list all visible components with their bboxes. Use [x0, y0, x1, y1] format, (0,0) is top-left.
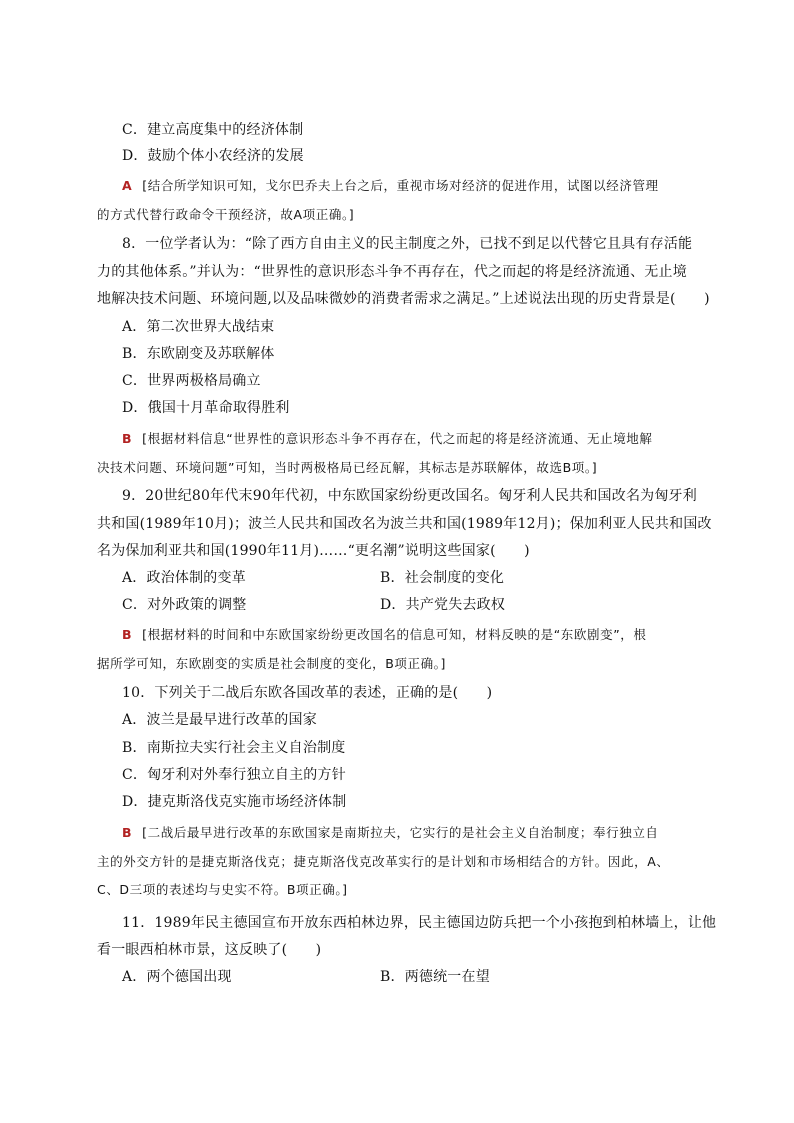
q9-option-c: C．对外政策的调整 [122, 597, 247, 613]
q8-option-a: A．第二次世界大战结束 [122, 319, 275, 335]
q11-options-row-1 [122, 967, 722, 987]
q8-stem-line-2: 力的其他体系。”并认为：“世界性的意识形态斗争不再存在，代之而起的将是经济流通、无止境 [97, 264, 687, 280]
q8-option-b: B．东欧剧变及苏联解体 [122, 346, 275, 362]
q10-option-d: D．捷克斯洛伐克实施市场经济体制 [122, 794, 347, 810]
q8-stem-line-1: 8．一位学者认为：“除了西方自由主义的民主制度之外，已找不到足以代替它且具有存活能 [122, 236, 693, 252]
q8-answer-key: B [122, 431, 133, 446]
q9-answer-key: B [122, 627, 133, 642]
q9-analysis-text-1: [根据材料的时间和中东欧国家纷纷更改国名的信息可知，材料反映的是“东欧剧变”，根 [142, 627, 647, 642]
q9-options-row-1 [122, 568, 722, 588]
q9-option-a: A．政治体制的变革 [122, 570, 246, 586]
q10-stem-line-1: 10．下列关于二战后东欧各国改革的表述，正确的是( ) [122, 685, 493, 701]
q11-option-b: B．两德统一在望 [380, 969, 490, 985]
q11-stem-line-2: 看一眼西柏林市景，这反映了( ) [97, 942, 322, 958]
q9-analysis-line-1 [122, 625, 722, 645]
q9-stem-line-1: 9．20世纪80年代末90年代初，中东欧国家纷纷更改国名。匈牙利人民共和国改名为匈牙利 [122, 488, 697, 504]
q11-stem-line-1: 11．1989年民主德国宣布开放东西柏林边界，民主德国边防兵把一个小孩抱到柏林墙上，让他 [122, 915, 717, 931]
q9-stem-line-2: 共和国(1989年10月)；波兰人民共和国改名为波兰共和国(1989年12月)；保加利亚人民共和国改 [97, 516, 712, 532]
q9-options-row-2 [122, 595, 722, 615]
q9-stem-line-3: 名为保加利亚共和国(1990年11月)……“更名潮”说明这些国家( ) [97, 543, 530, 559]
q7-analysis-line-2: 的方式代替行政命令干预经济，故A项正确。] [97, 207, 355, 222]
q8-analysis-text-1: [根据材料信息“世界性的意识形态斗争不再存在，代之而起的将是经济流通、无止境地解 [142, 431, 653, 446]
q11-option-a: A．两个德国出现 [122, 969, 232, 985]
q7-option-c: C．建立高度集中的经济体制 [122, 122, 304, 138]
q10-analysis-text-1: [二战后最早进行改革的东欧国家是南斯拉夫，它实行的是社会主义自治制度；奉行独立自 [142, 825, 659, 840]
q8-stem-line-3: 地解决技术问题、环境问题,以及品味微妙的消费者需求之满足。”上述说法出现的历史背景是( ) [97, 291, 710, 307]
q8-option-d: D．俄国十月革命取得胜利 [122, 400, 290, 416]
q7-analysis-line-1 [122, 176, 722, 196]
q8-analysis-line-1 [122, 429, 722, 449]
q7-answer-key: A [122, 178, 133, 193]
q7-analysis-text-1: [结合所学知识可知，戈尔巴乔夫上台之后，重视市场对经济的促进作用，试图以经济管理 [142, 178, 659, 193]
q10-analysis-line-2: 主的外交方针的是捷克斯洛伐克；捷克斯洛伐克改革实行的是计划和市场相结合的方针。因此，A、 [97, 854, 670, 869]
q10-option-c: C．匈牙利对外奉行独立自主的方针 [122, 767, 346, 783]
q10-answer-key: B [122, 825, 133, 840]
q9-option-d: D．共产党失去政权 [380, 597, 506, 613]
q8-analysis-line-2: 决技术问题、环境问题”可知，当时两极格局已经瓦解，其标志是苏联解体，故选B项。] [97, 460, 598, 475]
q9-option-b: B．社会制度的变化 [380, 570, 505, 586]
q9-analysis-line-2: 据所学可知，东欧剧变的实质是社会制度的变化，B项正确。] [97, 656, 447, 671]
q10-analysis-line-3: C、D三项的表述均与史实不符。B项正确。] [97, 882, 348, 897]
q10-option-b: B．南斯拉夫实行社会主义自治制度 [122, 740, 346, 756]
q10-analysis-line-1 [122, 823, 722, 843]
q10-option-a: A．波兰是最早进行改革的国家 [122, 712, 317, 728]
q7-option-d: D．鼓励个体小农经济的发展 [122, 148, 304, 164]
q8-option-c: C．世界两极格局确立 [122, 373, 261, 389]
